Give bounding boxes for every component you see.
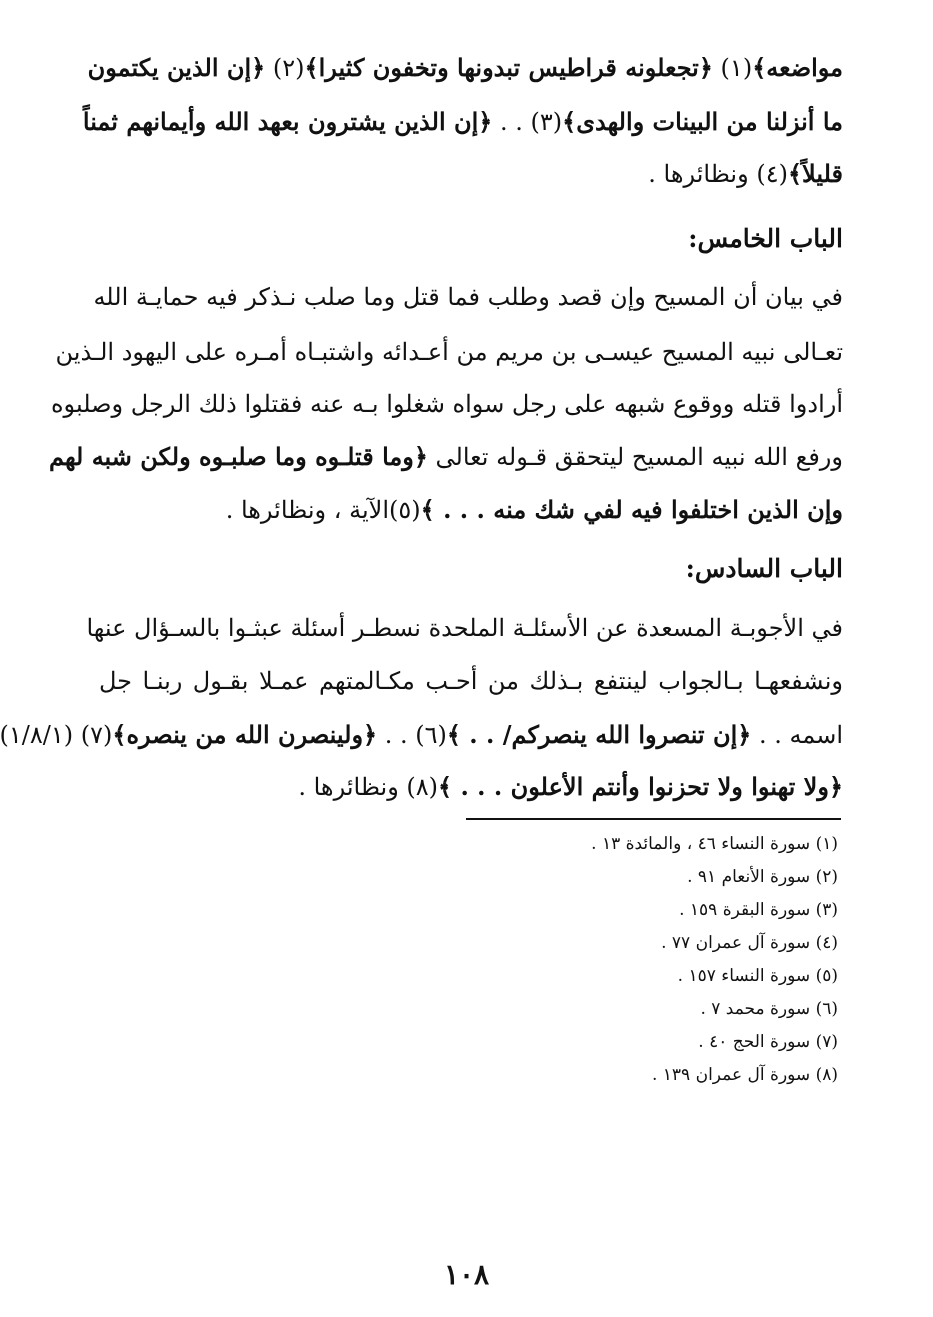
- text-run: (٤) ونظائرها .: [648, 160, 788, 188]
- text-line: [0, 719, 843, 751]
- quran-verse: ﴿ولينصرن الله من ينصره﴾: [112, 720, 378, 749]
- quran-verse: قليلاً﴾: [787, 159, 843, 188]
- quran-verse: ﴿وما قتلـوه وما صلبـوه ولكن شبه لهم: [48, 442, 428, 471]
- text-run: (٦) . .: [377, 721, 447, 749]
- text-line: [93, 281, 843, 313]
- chapter-six-heading: الباب السادس:: [685, 554, 843, 583]
- footnote: (٦) سورة محمد ٧ .: [700, 999, 838, 1019]
- footnote: (٤) سورة آل عمران ٧٧ .: [661, 933, 838, 953]
- quran-verse: ﴿إن الذين يشترون بعهد الله وأيمانهم ثمناً: [82, 107, 493, 136]
- quran-verse: وإن الذين اختلفوا فيه لفي شك منه . . . ﴾: [420, 495, 843, 524]
- text-line: [87, 52, 843, 84]
- text-line: [99, 771, 843, 803]
- text-line: [55, 336, 843, 368]
- text-line: [48, 441, 843, 473]
- text-line: [99, 665, 843, 697]
- quran-verse: ﴿ولا تهنوا ولا تحزنوا وأنتم الأعلون . . . ﴾: [438, 772, 843, 801]
- quran-verse: ﴿تجعلونه قراطيس تبدونها وتخفون كثيرا﴾: [304, 53, 713, 82]
- text-run: (٣) . .: [492, 108, 563, 136]
- footnote-divider: [466, 818, 841, 820]
- footnote: (٢) سورة الأنعام ٩١ .: [687, 867, 838, 887]
- text-line: [82, 106, 843, 138]
- footnote: (٧) سورة الحج ٤٠ .: [698, 1032, 838, 1052]
- text-run: (٢): [265, 54, 305, 82]
- text-run: ورفع الله نبيه المسيح ليتحقق قـوله تعالى: [427, 443, 843, 471]
- text-line: [99, 494, 843, 526]
- page-number: ١٠٨: [443, 1258, 490, 1291]
- text-run: في الأجوبـة المسعدة عن الأسئلـة الملحدة نسطـر أسئلة عبثـوا بالسـؤال عنها: [86, 614, 843, 642]
- footnote: (٨) سورة آل عمران ١٣٩ .: [651, 1065, 838, 1085]
- footnote: (٥) سورة النساء ١٥٧ .: [677, 966, 838, 986]
- text-run: (٥)الآية ، ونظائرها .: [225, 496, 421, 524]
- quran-verse: ما أنزلنا من البينات والهدى﴾: [562, 107, 843, 136]
- text-line: [99, 158, 843, 190]
- chapter-five-heading: الباب الخامس:: [688, 224, 843, 253]
- footnote: (١) سورة النساء ٤٦ ، والمائدة ١٣ .: [591, 834, 838, 854]
- quran-verse: ﴿إن تنصروا الله ينصركم/ . . ﴾: [446, 720, 752, 749]
- text-run: في بيان أن المسيح وإن قصد وطلب فما قتل وما صلب نـذكر فيه حمايـة الله: [93, 283, 843, 311]
- text-run: (١): [712, 54, 753, 82]
- text-line: [86, 612, 843, 644]
- text-run: اسمه . .: [751, 721, 843, 749]
- quran-verse: ﴿إن الذين يكتمون: [87, 53, 266, 82]
- text-run: تعـالى نبيه المسيح عيسـى بن مريم من أعـدائه واشتبـاه أمـره على اليهود الـذين: [55, 338, 843, 366]
- text-run: (٨) ونظائرها .: [298, 773, 439, 801]
- quran-verse: مواضعه﴾: [752, 53, 843, 82]
- footnote: (٣) سورة البقرة ١٥٩ .: [679, 900, 838, 920]
- text-run: ونشفعهـا بـالجواب لينتفع بـذلك من أحـب مكـالمتهم عمـلا بقـول ربنـا جل: [99, 667, 843, 695]
- text-run: (٧) (١/٨/١): [0, 721, 113, 749]
- text-line: [50, 388, 843, 420]
- text-run: أرادوا قتله ووقوع شبهه على رجل سواه شغلوا بـه عنه فقتلوا ذلك الرجل وصلبوه: [50, 390, 843, 418]
